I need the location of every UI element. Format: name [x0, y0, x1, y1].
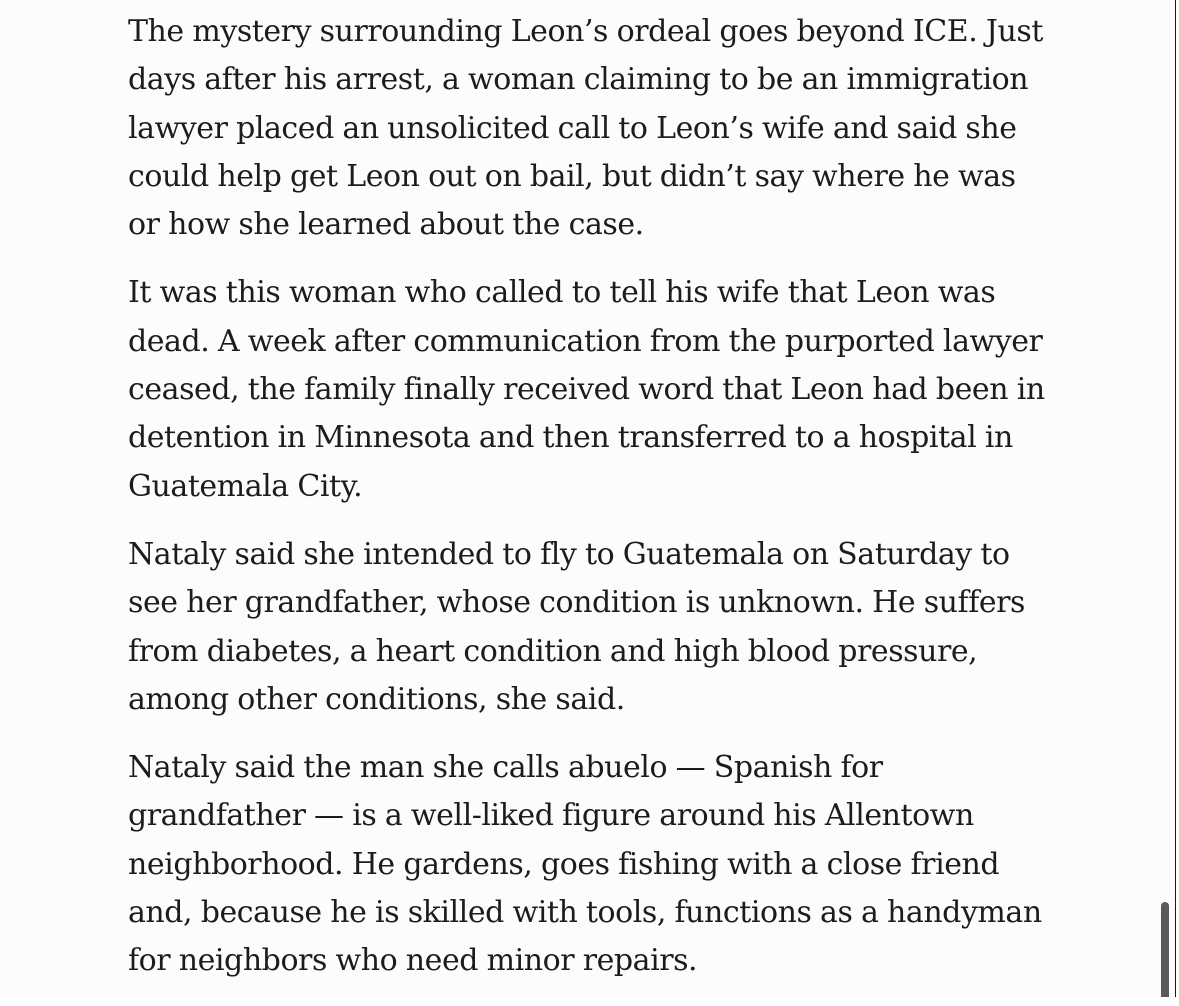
article-paragraph: It was this woman who called to tell his wife that Leon was dead. A week after communication from the purported lawyer ceased, the family finally received word that Leon had been in detention in Minnesota and then transferred to a hospital in Guatemala City. — [128, 275, 1045, 504]
window-edge — [1175, 0, 1176, 997]
article-paragraph: Nataly said she intended to fly to Guatemala on Saturday to see her grandfather, whose condition is unknown. He suffers from diabetes, a heart condition and high blood pressure, among other conditions, she said. — [128, 536, 1026, 717]
scrollbar-thumb[interactable] — [1161, 902, 1169, 997]
article-paragraph: Nataly said the man she calls abuelo — Spanish for grandfather — is a well-liked figure around his Allentown neighborhood. He gardens, goes fishing with a close friend and, because he is skilled with tools, functions as a handyman for neighbors who need minor repairs. — [128, 750, 1042, 979]
article-paragraph: The mystery surrounding Leon’s ordeal goes beyond ICE. Just days after his arrest, a woman claiming to be an immigration lawyer placed an unsolicited call to Leon’s wife and said she could help get Leon out on bail, but didn’t say where he was or how she learned about the case. — [128, 14, 1043, 243]
vertical-scrollbar[interactable] — [1158, 0, 1172, 997]
article-body — [128, 8, 1053, 1006]
